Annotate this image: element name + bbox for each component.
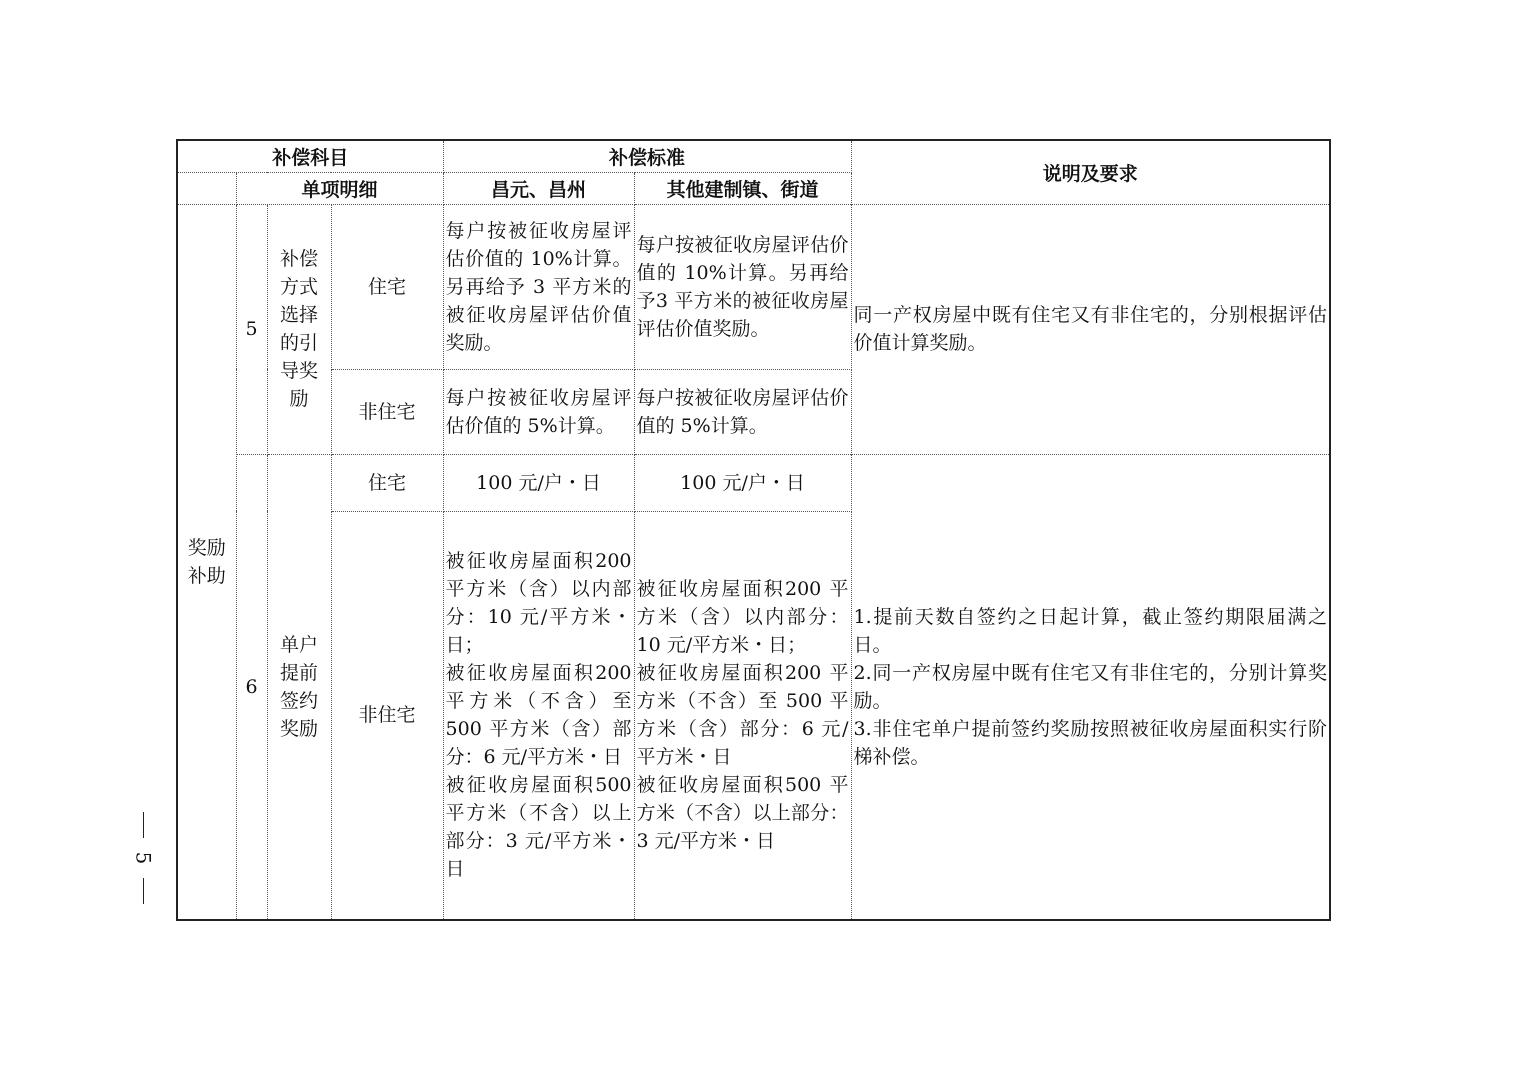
category-cell bbox=[177, 204, 236, 920]
item-6-residential-region-b: 100 元/户・日 bbox=[634, 454, 851, 511]
page-number-marker bbox=[128, 812, 158, 912]
header-region-b: 其他建制镇、街道 bbox=[634, 172, 851, 204]
item-6-nonresidential-region-b: 被征收房屋面积200 平方米（含）以内部分：10 元/平方米・日； 被征收房屋面积200 平方米（不含）至 500 平方米（含）部分：6 元/平方米・日 被征收房屋面积500 平方米（不含）以上部分：3 元/平方米・日 bbox=[634, 511, 851, 920]
header-remarks: 说明及要求 bbox=[851, 140, 1330, 204]
item-5-nonresidential-region-b: 每户按被征收房屋评估价值的 5%计算。 bbox=[634, 369, 851, 454]
category-label: 奖励补助 bbox=[187, 536, 226, 587]
page-number: 5 bbox=[130, 851, 155, 865]
item-5-remarks: 同一产权房屋中既有住宅又有非住宅的，分别根据评估价值计算奖励。 bbox=[851, 204, 1330, 454]
item-5-type-nonresidential: 非住宅 bbox=[331, 369, 443, 454]
item-5-residential-region-a: 每户按被征收房屋评估价值的 10%计算。另再给予 3 平方米的被征收房屋评估价值奖励。 bbox=[443, 204, 634, 369]
page-number-dash-bottom bbox=[143, 878, 144, 904]
header-detail: 单项明细 bbox=[236, 172, 443, 204]
item-6-residential-row bbox=[177, 454, 1330, 511]
header-standard: 补偿标准 bbox=[443, 140, 851, 172]
page-number-dash-top bbox=[143, 812, 144, 838]
item-6-name: 单户提前签约奖励 bbox=[279, 633, 318, 740]
item-6-number: 6 bbox=[236, 454, 267, 920]
item-5-name: 补偿方式选择的引导奖励 bbox=[279, 248, 318, 410]
item-5-residential-row bbox=[177, 204, 1330, 369]
item-5-type-residential: 住宅 bbox=[331, 204, 443, 369]
header-subject: 补偿科目 bbox=[177, 140, 443, 172]
compensation-table bbox=[176, 139, 1331, 921]
item-6-name-cell bbox=[267, 454, 331, 920]
item-6-type-nonresidential: 非住宅 bbox=[331, 511, 443, 920]
item-5-residential-region-b: 每户按被征收房屋评估价值的 10%计算。另再给予3 平方米的被征收房屋评估价值奖励。 bbox=[634, 204, 851, 369]
header-blank-cell bbox=[177, 172, 236, 204]
item-5-number: 5 bbox=[236, 204, 267, 454]
item-6-type-residential: 住宅 bbox=[331, 454, 443, 511]
item-6-remarks: 1.提前天数自签约之日起计算，截止签约期限届满之日。 2.同一产权房屋中既有住宅又有非住宅的，分别计算奖励。 3.非住宅单户提前签约奖励按照被征收房屋面积实行阶梯补偿。 bbox=[851, 454, 1330, 920]
item-5-name-cell bbox=[267, 204, 331, 454]
item-6-residential-region-a: 100 元/户・日 bbox=[443, 454, 634, 511]
header-row-1 bbox=[177, 140, 1330, 172]
header-region-a: 昌元、昌州 bbox=[443, 172, 634, 204]
item-6-nonresidential-region-a: 被征收房屋面积200平方米（含）以内部分：10 元/平方米・日； 被征收房屋面积200平方米（不含）至500 平方米（含）部分：6 元/平方米・日 被征收房屋面积500平方米（不含）以上部分：3 元/平方米・日 bbox=[443, 511, 634, 920]
item-5-nonresidential-region-a: 每户按被征收房屋评估价值的 5%计算。 bbox=[443, 369, 634, 454]
